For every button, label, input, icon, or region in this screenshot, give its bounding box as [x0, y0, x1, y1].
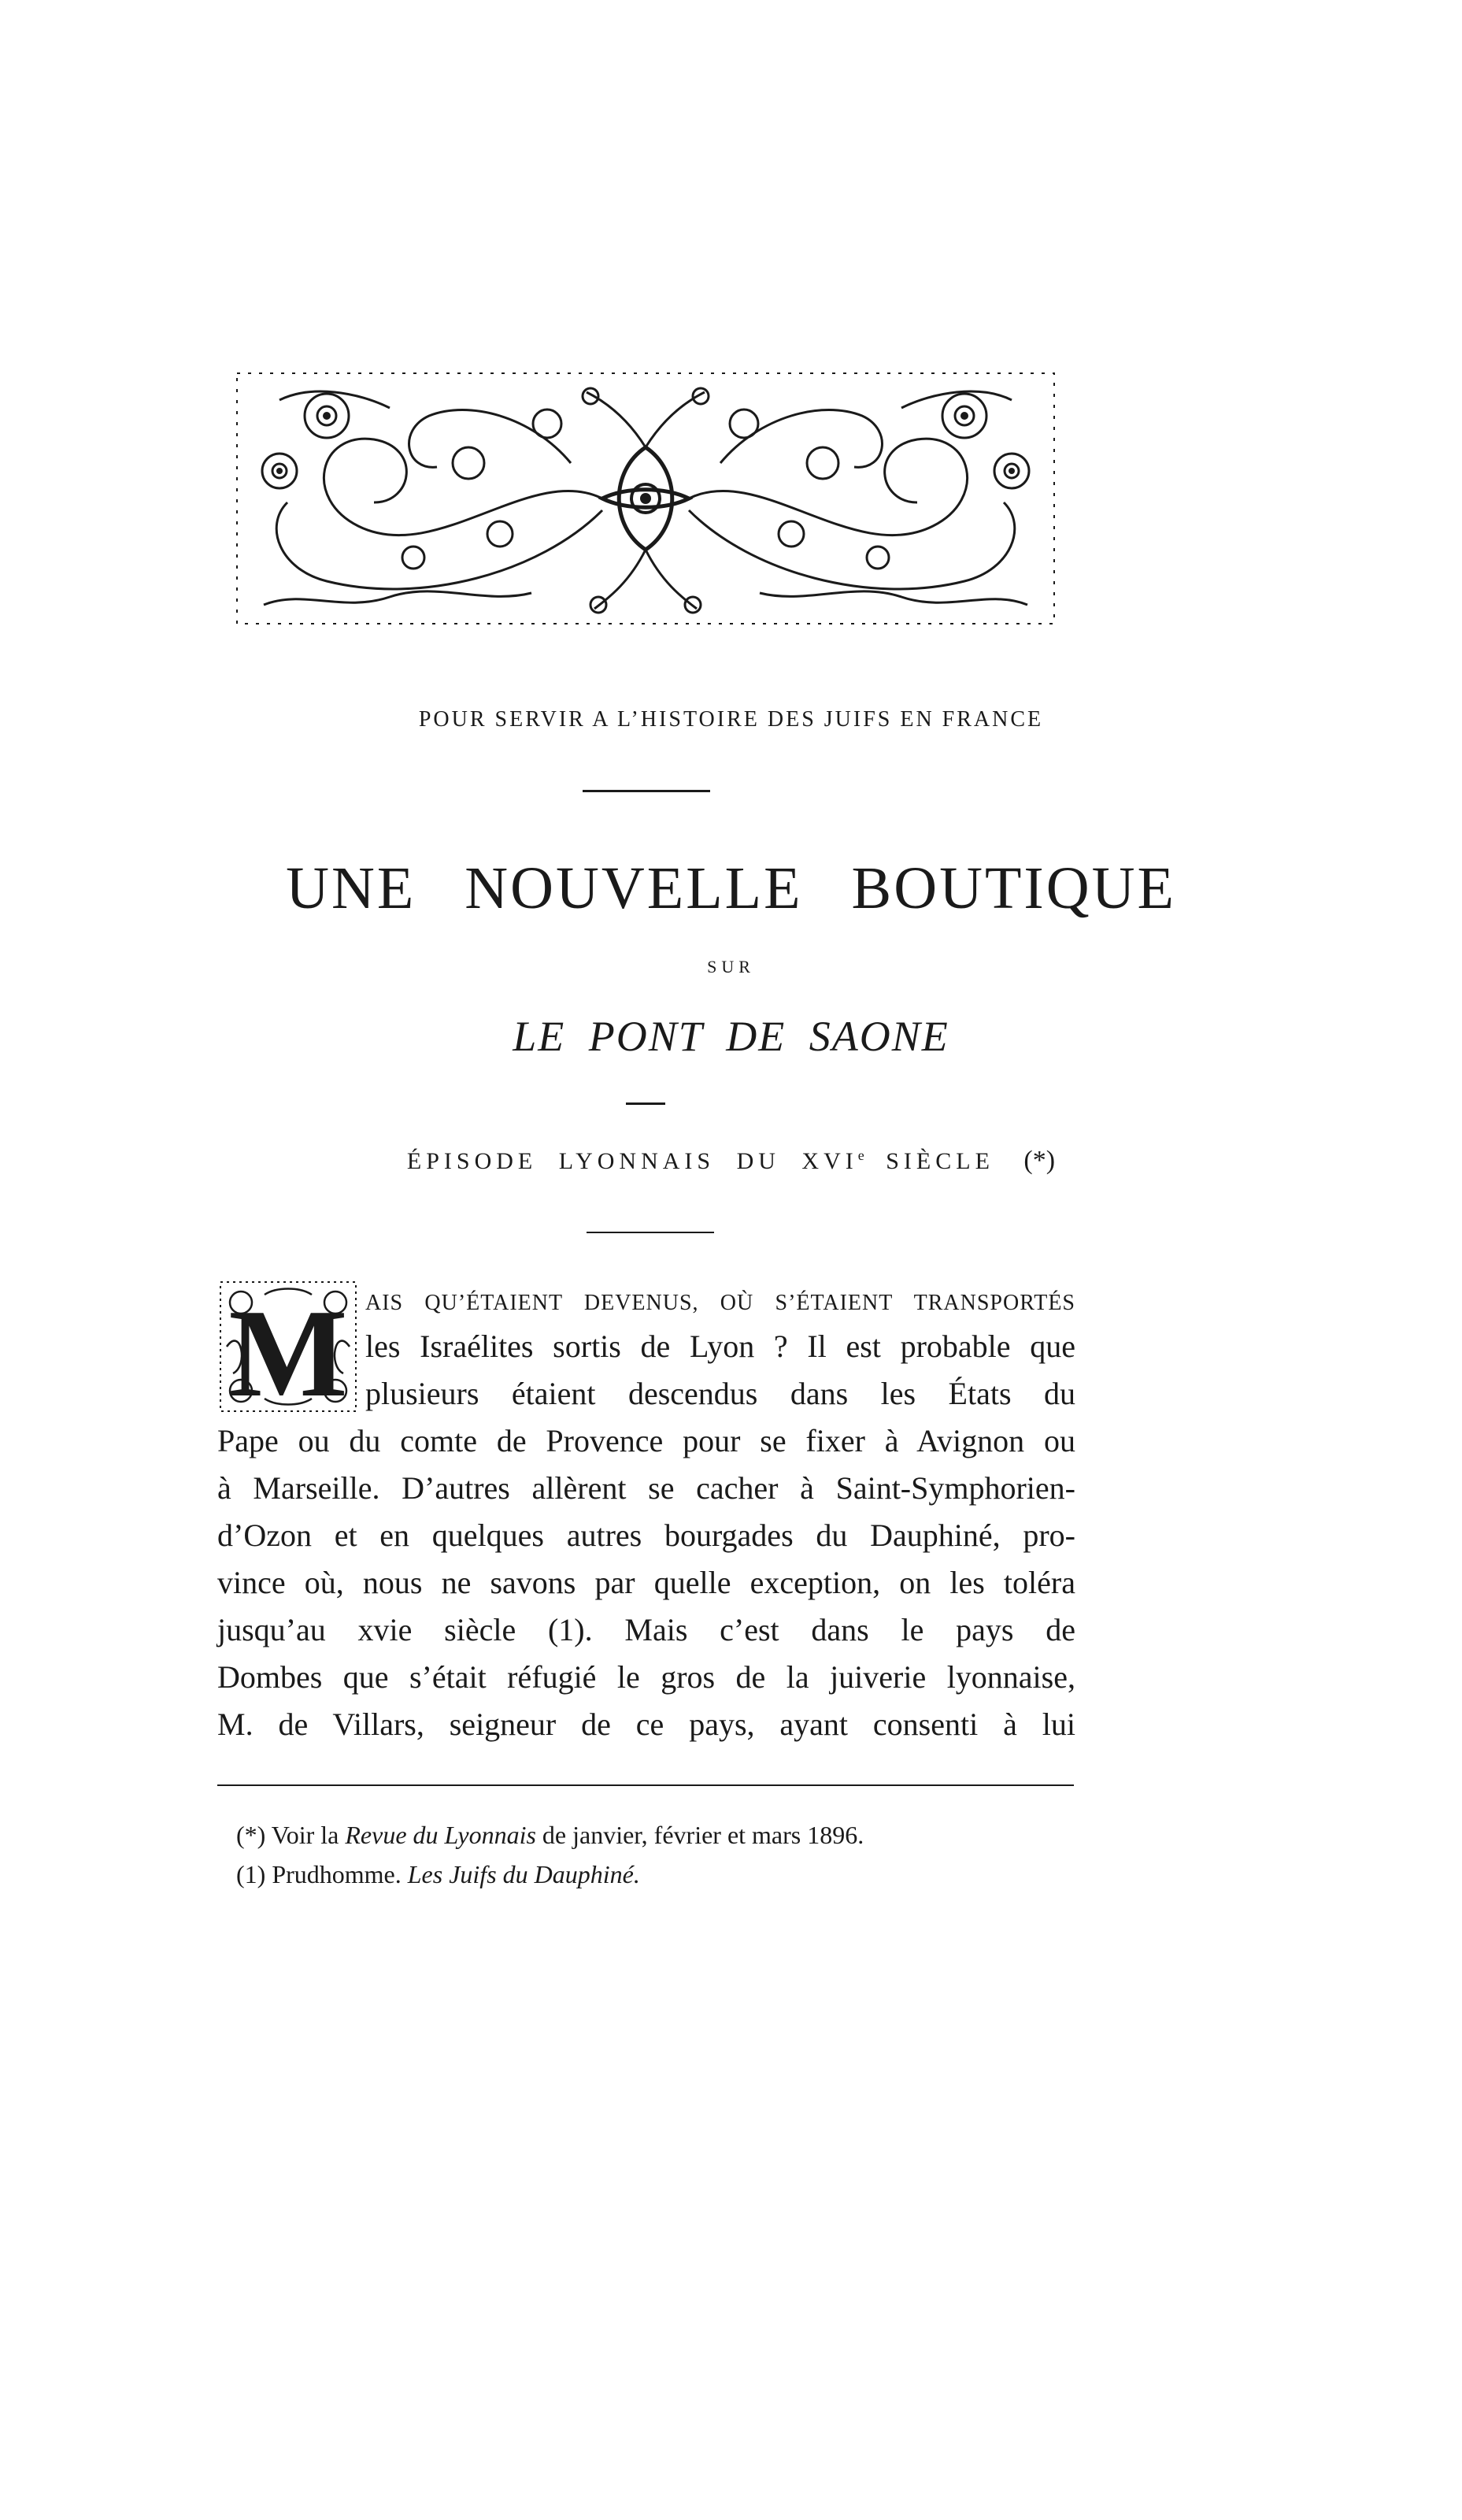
dropcap-letter: M — [228, 1283, 348, 1414]
body-line-3: plusieurs étaient descendus dans les États du — [365, 1376, 1075, 1411]
body-line-7: vince où, nous ne savons par quelle exception, on les toléra — [217, 1565, 1075, 1600]
body-line-5: à Marseille. D’autres allèrent se cacher à Saint-Symphorien- — [217, 1470, 1075, 1506]
dropcap-ornament — [217, 1279, 359, 1414]
rule-divider — [587, 1232, 714, 1233]
footnote-italic-title: Les Juifs du Dauphiné. — [407, 1860, 640, 1888]
footnote-marker: (*) — [236, 1821, 266, 1849]
footnote-marker: (1) — [236, 1860, 266, 1888]
body-line-6: d’Ozon et en quelques autres bourgades du Dauphiné, pro- — [217, 1518, 1075, 1553]
body-line-2: les Israélites sortis de Lyon ? Il est probable que — [365, 1329, 1075, 1364]
rule-divider-short — [626, 1102, 665, 1105]
headpiece-scrollwork — [232, 369, 1059, 628]
footnotes — [236, 1815, 1071, 1894]
article-title: UNE NOUVELLE BOUTIQUE — [286, 855, 1176, 921]
footnote-1 — [236, 1815, 1071, 1855]
footnote-italic-title: Revue du Lyonnais — [345, 1821, 536, 1849]
body-line-9: Dombes que s’était réfugié le gros de la juiverie lyonnaise, — [217, 1659, 1075, 1695]
title-connector: SUR — [707, 957, 755, 976]
ornamental-headpiece — [232, 369, 1059, 628]
rule-divider — [583, 790, 710, 792]
episode-note-marker: (*) — [1023, 1146, 1056, 1175]
episode-main: ÉPISODE LYONNAIS DU XVI — [406, 1148, 858, 1174]
dropcap-m-icon — [217, 1279, 359, 1414]
series-kicker: POUR SERVIR A L’HISTOIRE DES JUIFS EN FRANCE — [418, 707, 1044, 732]
footnote-text-pre: Prudhomme. — [265, 1860, 408, 1888]
article-subtitle: LE PONT DE SAONE — [513, 1013, 949, 1060]
footnote-2 — [236, 1855, 1071, 1894]
episode-superscript: e — [857, 1147, 864, 1163]
body-line-8: jusqu’au xvie siècle (1). Mais c’est dans le pays de — [217, 1612, 1075, 1647]
body-line-10: M. de Villars, seigneur de ce pays, ayant consenti à lui — [217, 1707, 1075, 1742]
footnote-rule — [217, 1784, 1074, 1786]
episode-line — [0, 1146, 1462, 1176]
body-line-1-text: AIS QU’ÉTAIENT DEVENUS, OÙ S’ÉTAIENT TRANSPORTÉS — [365, 1291, 1075, 1315]
footnote-text-post: de janvier, février et mars 1896. — [535, 1821, 864, 1849]
body-paragraph — [217, 1276, 1075, 1748]
episode-tail: SIÈCLE — [886, 1148, 994, 1174]
footnote-text-pre: Voir la — [265, 1821, 346, 1849]
body-line-4: Pape ou du comte de Provence pour se fixer à Avignon ou — [217, 1423, 1075, 1458]
